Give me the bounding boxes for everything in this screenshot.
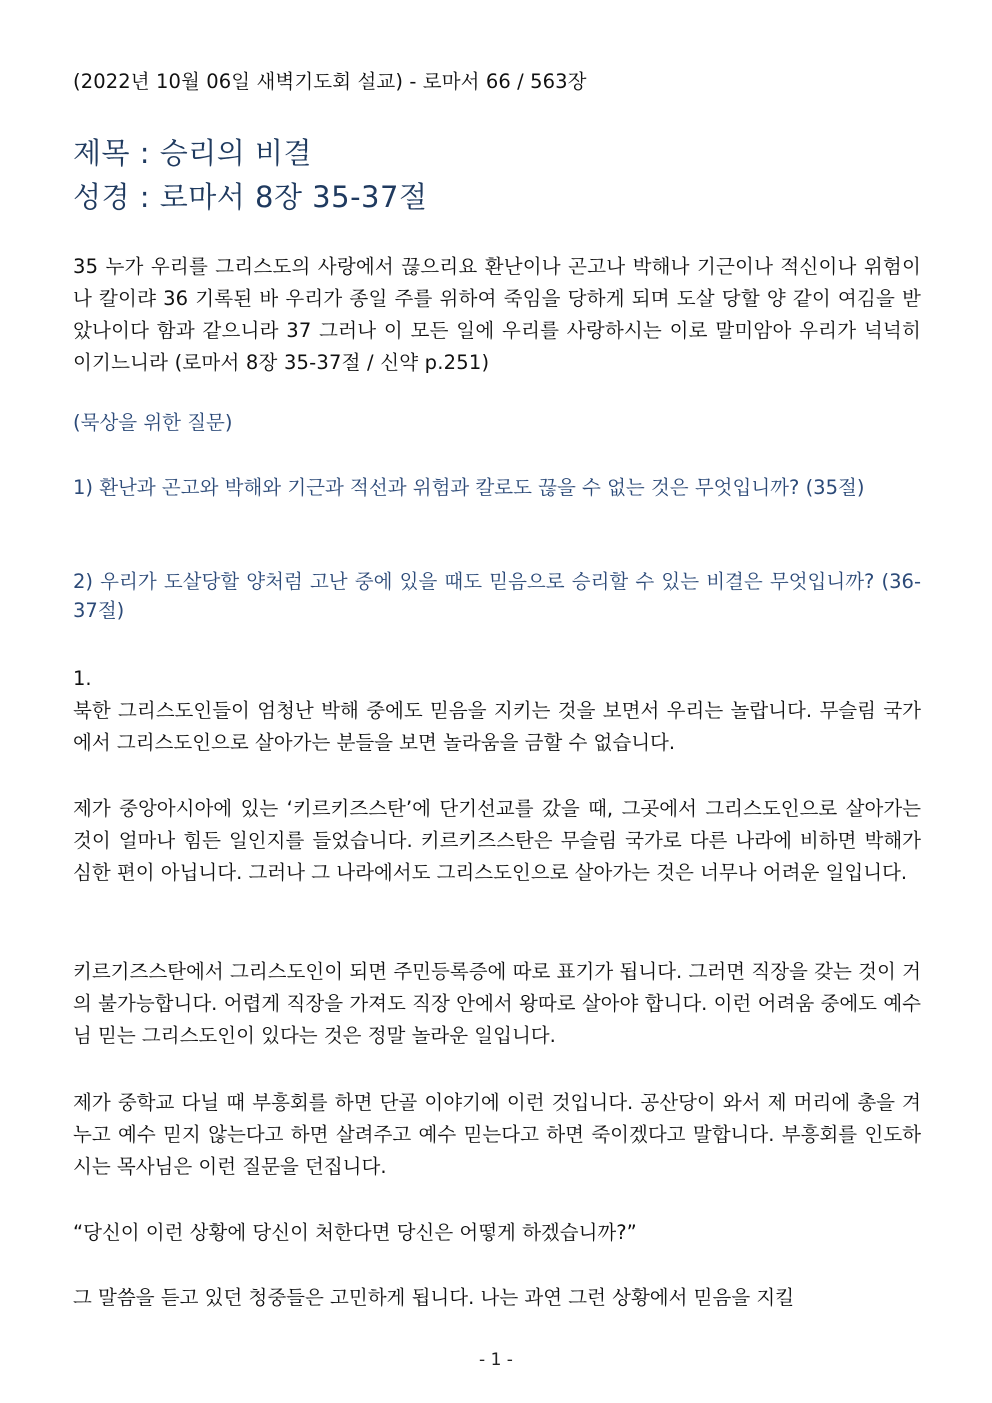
scripture-passage: 35 누가 우리를 그리스도의 사랑에서 끊으리요 환난이나 곤고나 박해나 기근이나 적신이나 위험이나 칼이랴 36 기록된 바 우리가 종일 주를 위하여 죽임을 당하게 되며 도살 당할 양 같이 여김을 받았나이다 함과 같으니라 37 그러나 이 모든 일에 우리를 사랑하시는 이로 말미암아 우리가 넉넉히 이기느니라 (로마서 8장 35-37절 / 신약 p.251) — [73, 255, 921, 374]
scripture-reference: 성경 : 로마서 8장 35-37절 — [73, 180, 428, 214]
sermon-title: 제목 : 승리의 비결 — [73, 136, 313, 170]
body-paragraph-1: 북한 그리스도인들이 엄청난 박해 중에도 믿음을 지키는 것을 보면서 우리는 놀랍니다. 무슬림 국가에서 그리스도인으로 살아가는 분들을 보면 놀라움을 금할 수 없습니다. — [73, 699, 921, 754]
meditation-question-1: 1) 환난과 곤고와 박해와 기근과 적선과 위험과 칼로도 끊을 수 없는 것은 무엇입니까? (35절) — [73, 476, 865, 499]
body-paragraph-6: 그 말씀을 듣고 있던 청중들은 고민하게 됩니다. 나는 과연 그런 상황에서 믿음을 지킬 — [73, 1286, 795, 1309]
body-paragraph-3: 키르기즈스탄에서 그리스도인이 되면 주민등록증에 따로 표기가 됩니다. 그러면 직장을 갖는 것이 거의 불가능합니다. 어렵게 직장을 가져도 직장 안에서 왕따로 살아야 합니다. 이런 어려움 중에도 예수님 믿는 그리스도인이 있다는 것은 정말 놀라운 일입니다. — [73, 960, 921, 1047]
body-paragraph-4: 제가 중학교 다닐 때 부흥회를 하면 단골 이야기에 이런 것입니다. 공산당이 와서 제 머리에 총을 겨누고 예수 믿지 않는다고 하면 살려주고 예수 믿는다고 하면 죽이겠다고 말합니다. 부흥회를 인도하시는 목사님은 이런 질문을 던집니다. — [73, 1091, 921, 1178]
body-paragraph-5-quote: “당신이 이런 상황에 당신이 처한다면 당신은 어떻게 하겠습니까?” — [73, 1221, 637, 1244]
meditation-heading: (묵상을 위한 질문) — [73, 411, 233, 434]
meditation-question-2: 2) 우리가 도살당할 양처럼 고난 중에 있을 때도 믿음으로 승리할 수 있는 비결은 무엇입니까? (36-37절) — [73, 570, 921, 622]
section-number: 1. — [73, 667, 92, 690]
sermon-header: (2022년 10월 06일 새벽기도회 설교) - 로마서 66 / 563장 — [73, 70, 587, 93]
body-paragraph-2: 제가 중앙아시아에 있는 ‘키르키즈스탄’에 단기선교를 갔을 때, 그곳에서 그리스도인으로 살아가는 것이 얼마나 힘든 일인지를 들었습니다. 키르키즈스탄은 무슬림 국가로 다른 나라에 비하면 박해가 심한 편이 아닙니다. 그러나 그 나라에서도 그리스도인으로 살아가는 것은 너무나 어려운 일입니다. — [73, 797, 921, 884]
page-number: - 1 - — [479, 1350, 513, 1370]
